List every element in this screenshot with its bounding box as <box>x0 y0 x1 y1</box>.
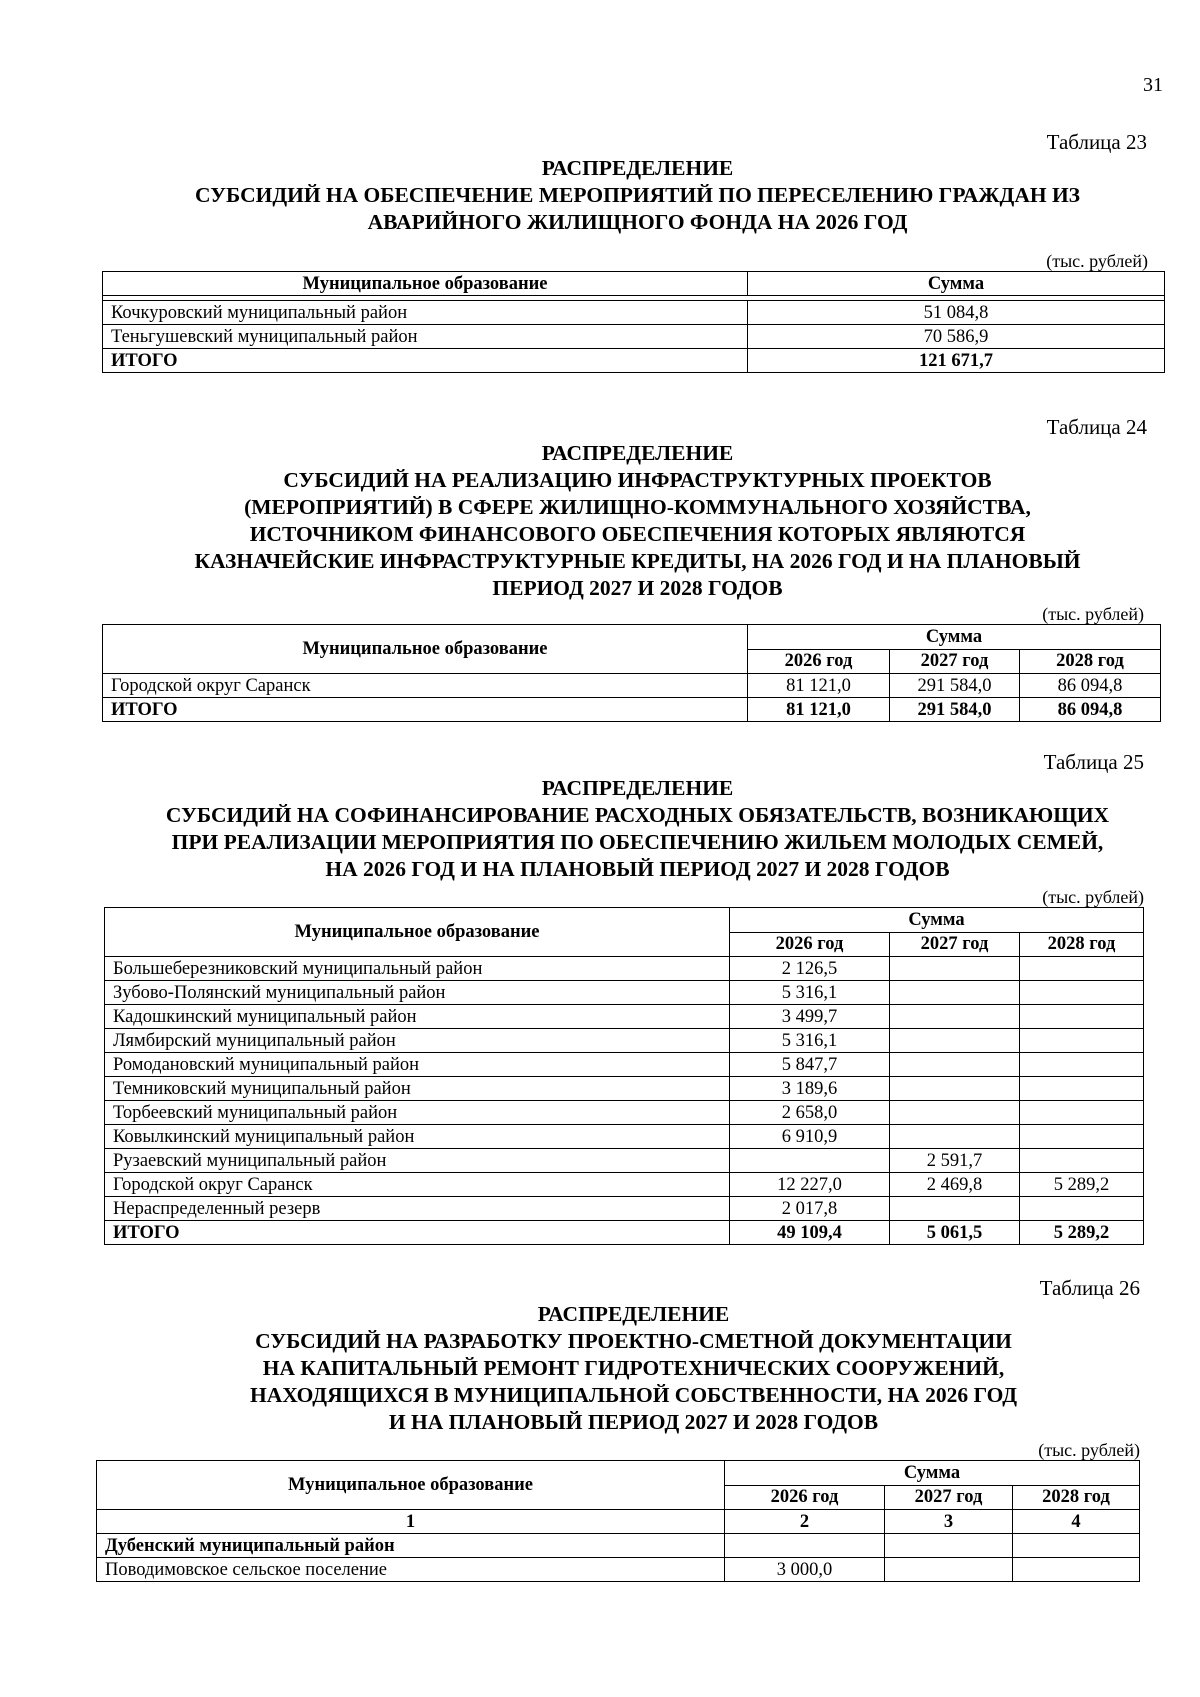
total-value: 291 584,0 <box>890 698 1020 722</box>
table-row <box>105 1125 1144 1149</box>
table-25-label: Таблица 25 <box>1043 750 1144 774</box>
row-value <box>890 1029 1020 1053</box>
row-value: 51 084,8 <box>748 301 1165 325</box>
total-value: 5 289,2 <box>1020 1221 1144 1245</box>
row-value <box>1013 1558 1140 1582</box>
heading-line: АВАРИЙНОГО ЖИЛИЩНОГО ФОНДА НА 2026 ГОД <box>367 210 908 234</box>
row-value: 86 094,8 <box>1020 674 1161 698</box>
total-row <box>103 349 1165 373</box>
table-25-heading <box>110 775 1165 883</box>
row-value <box>890 1197 1020 1221</box>
total-row <box>105 1221 1144 1245</box>
row-name: Кадошкинский муниципальный район <box>105 1005 730 1029</box>
table-row <box>103 674 1161 698</box>
row-name: Большеберезниковский муниципальный район <box>105 957 730 981</box>
heading-line: СУБСИДИЙ НА РЕАЛИЗАЦИЮ ИНФРАСТРУКТУРНЫХ ПРОЕКТОВ <box>283 468 992 492</box>
table-24 <box>102 624 1161 722</box>
column-header-sum: Сумма <box>730 908 1144 933</box>
unit-label: (тыс. рублей) <box>1038 1440 1140 1460</box>
heading-line: И НА ПЛАНОВЫЙ ПЕРИОД 2027 И 2028 ГОДОВ <box>388 1410 879 1434</box>
heading-line: ИСТОЧНИКОМ ФИНАНСОВОГО ОБЕСПЕЧЕНИЯ КОТОРЫХ ЯВЛЯЮТСЯ <box>249 522 1026 546</box>
column-header-year: 2027 год <box>885 1485 1013 1510</box>
row-value: 2 591,7 <box>890 1149 1020 1173</box>
row-value: 2 126,5 <box>730 957 890 981</box>
total-label: ИТОГО <box>103 698 748 722</box>
row-value: 70 586,9 <box>748 325 1165 349</box>
row-name: Городской округ Саранск <box>105 1173 730 1197</box>
row-name: Поводимовское сельское поселение <box>97 1558 725 1582</box>
row-value: 5 316,1 <box>730 1029 890 1053</box>
table-26-label: Таблица 26 <box>1039 1276 1140 1300</box>
row-value <box>890 1053 1020 1077</box>
table-23-block <box>100 130 1165 373</box>
row-name: Лямбирский муниципальный район <box>105 1029 730 1053</box>
table-row <box>105 957 1144 981</box>
table-24-label: Таблица 24 <box>1046 415 1147 439</box>
table-23-label: Таблица 23 <box>1046 130 1147 154</box>
row-name: Нераспределенный резерв <box>105 1197 730 1221</box>
row-value: 291 584,0 <box>890 674 1020 698</box>
row-value <box>1020 1149 1144 1173</box>
row-value: 81 121,0 <box>748 674 890 698</box>
row-value: 5 847,7 <box>730 1053 890 1077</box>
table-row <box>105 1101 1144 1125</box>
row-name: Городской округ Саранск <box>103 674 748 698</box>
total-value: 121 671,7 <box>748 349 1165 373</box>
heading-line: РАСПРЕДЕЛЕНИЕ <box>541 441 734 465</box>
row-value <box>885 1534 1013 1558</box>
heading-line: ПЕРИОД 2027 И 2028 ГОДОВ <box>492 576 783 600</box>
column-header-year: 2028 год <box>1013 1485 1140 1510</box>
heading-line: РАСПРЕДЕЛЕНИЕ <box>537 1302 730 1326</box>
heading-line: (МЕРОПРИЯТИЙ) В СФЕРЕ ЖИЛИЩНО-КОММУНАЛЬНОГО ХОЗЯЙСТВА, <box>244 495 1031 519</box>
heading-line: НА КАПИТАЛЬНЫЙ РЕМОНТ ГИДРОТЕХНИЧЕСКИХ СООРУЖЕНИЙ, <box>262 1356 1005 1380</box>
row-name: Рузаевский муниципальный район <box>105 1149 730 1173</box>
row-name: Ромодановский муниципальный район <box>105 1053 730 1077</box>
column-header-municipality: Муниципальное образование <box>103 625 748 674</box>
total-label: ИТОГО <box>105 1221 730 1245</box>
column-header-year: 2026 год <box>748 649 890 674</box>
row-value: 5 289,2 <box>1020 1173 1144 1197</box>
row-value <box>1020 981 1144 1005</box>
column-number: 2 <box>725 1510 885 1534</box>
table-row <box>105 1173 1144 1197</box>
table-row <box>105 1053 1144 1077</box>
total-label: ИТОГО <box>103 349 748 373</box>
heading-line: СУБСИДИЙ НА ОБЕСПЕЧЕНИЕ МЕРОПРИЯТИЙ ПО ПЕРЕСЕЛЕНИЮ ГРАЖДАН ИЗ <box>194 183 1081 207</box>
row-name: Темниковский муниципальный район <box>105 1077 730 1101</box>
column-header-year: 2027 год <box>890 649 1020 674</box>
heading-line: СУБСИДИЙ НА РАЗРАБОТКУ ПРОЕКТНО-СМЕТНОЙ ДОКУМЕНТАЦИИ <box>255 1329 1012 1353</box>
table-25 <box>104 907 1144 1245</box>
row-value <box>890 1005 1020 1029</box>
column-header-municipality: Муниципальное образование <box>105 908 730 957</box>
heading-line: НАХОДЯЩИХСЯ В МУНИЦИПАЛЬНОЙ СОБСТВЕННОСТИ, НА 2026 ГОД <box>249 1383 1018 1407</box>
row-name: Теньгушевский муниципальный район <box>103 325 748 349</box>
table-row <box>105 1029 1144 1053</box>
column-header-sum: Сумма <box>748 625 1161 650</box>
row-value <box>1020 1005 1144 1029</box>
column-number: 3 <box>885 1510 1013 1534</box>
row-value: 3 499,7 <box>730 1005 890 1029</box>
row-value <box>885 1558 1013 1582</box>
column-header-sum: Сумма <box>748 272 1165 296</box>
unit-label: (тыс. рублей) <box>1046 251 1148 271</box>
total-value: 5 061,5 <box>890 1221 1020 1245</box>
table-row <box>103 325 1165 349</box>
column-number: 4 <box>1013 1510 1140 1534</box>
total-value: 86 094,8 <box>1020 698 1161 722</box>
heading-line: НА 2026 ГОД И НА ПЛАНОВЫЙ ПЕРИОД 2027 И 2028 ГОДОВ <box>325 857 950 881</box>
row-value <box>890 1101 1020 1125</box>
column-header-municipality: Муниципальное образование <box>103 272 748 296</box>
row-name: Торбеевский муниципальный район <box>105 1101 730 1125</box>
page-number: 31 <box>1143 74 1163 96</box>
row-value <box>1020 1029 1144 1053</box>
heading-line: РАСПРЕДЕЛЕНИЕ <box>541 776 734 800</box>
row-name: Зубово-Полянский муниципальный район <box>105 981 730 1005</box>
row-value: 3 000,0 <box>725 1558 885 1582</box>
row-value <box>1020 1125 1144 1149</box>
row-value <box>1020 1077 1144 1101</box>
table-row <box>105 1005 1144 1029</box>
heading-line: КАЗНАЧЕЙСКИЕ ИНФРАСТРУКТУРНЫЕ КРЕДИТЫ, НА 2026 ГОД И НА ПЛАНОВЫЙ <box>194 549 1081 573</box>
row-value <box>890 957 1020 981</box>
row-value <box>890 1125 1020 1149</box>
table-row <box>97 1558 1140 1582</box>
row-value: 5 316,1 <box>730 981 890 1005</box>
row-name: Дубенский муниципальный район <box>97 1534 725 1558</box>
row-value <box>730 1149 890 1173</box>
column-header-year: 2028 год <box>1020 649 1161 674</box>
row-value: 3 189,6 <box>730 1077 890 1101</box>
row-value <box>725 1534 885 1558</box>
table-row <box>105 1197 1144 1221</box>
table-26-heading <box>106 1301 1161 1436</box>
table-23 <box>102 271 1165 373</box>
table-row <box>97 1534 1140 1558</box>
column-header-sum: Сумма <box>725 1461 1140 1486</box>
table-row <box>105 981 1144 1005</box>
row-value: 2 469,8 <box>890 1173 1020 1197</box>
column-header-municipality: Муниципальное образование <box>97 1461 725 1510</box>
heading-line: ПРИ РЕАЛИЗАЦИИ МЕРОПРИЯТИЯ ПО ОБЕСПЕЧЕНИЮ ЖИЛЬЕМ МОЛОДЫХ СЕМЕЙ, <box>171 830 1104 854</box>
table-26 <box>96 1460 1140 1582</box>
table-row <box>105 1149 1144 1173</box>
column-header-year: 2028 год <box>1020 932 1144 957</box>
row-name: Ковылкинский муниципальный район <box>105 1125 730 1149</box>
unit-label: (тыс. рублей) <box>1042 604 1144 624</box>
total-row <box>103 698 1161 722</box>
table-24-block <box>100 415 1165 722</box>
unit-label: (тыс. рублей) <box>1042 887 1144 907</box>
row-value: 2 658,0 <box>730 1101 890 1125</box>
table-26-block <box>96 1276 1161 1582</box>
table-row <box>103 301 1165 325</box>
total-value: 81 121,0 <box>748 698 890 722</box>
row-value <box>890 981 1020 1005</box>
column-header-year: 2027 год <box>890 932 1020 957</box>
column-number-row <box>97 1510 1140 1534</box>
row-value <box>1020 1197 1144 1221</box>
row-value: 6 910,9 <box>730 1125 890 1149</box>
table-24-heading <box>110 440 1165 602</box>
column-header-year: 2026 год <box>725 1485 885 1510</box>
table-row <box>105 1077 1144 1101</box>
heading-line: СУБСИДИЙ НА СОФИНАНСИРОВАНИЕ РАСХОДНЫХ ОБЯЗАТЕЛЬСТВ, ВОЗНИКАЮЩИХ <box>165 803 1110 827</box>
row-value: 12 227,0 <box>730 1173 890 1197</box>
table-23-heading <box>110 155 1165 236</box>
heading-line: РАСПРЕДЕЛЕНИЕ <box>541 156 734 180</box>
row-value <box>890 1077 1020 1101</box>
total-value: 49 109,4 <box>730 1221 890 1245</box>
row-value: 2 017,8 <box>730 1197 890 1221</box>
row-value <box>1020 957 1144 981</box>
row-value <box>1020 1053 1144 1077</box>
row-value <box>1013 1534 1140 1558</box>
column-number: 1 <box>97 1510 725 1534</box>
row-name: Кочкуровский муниципальный район <box>103 301 748 325</box>
column-header-year: 2026 год <box>730 932 890 957</box>
table-25-block <box>100 750 1165 1245</box>
row-value <box>1020 1101 1144 1125</box>
